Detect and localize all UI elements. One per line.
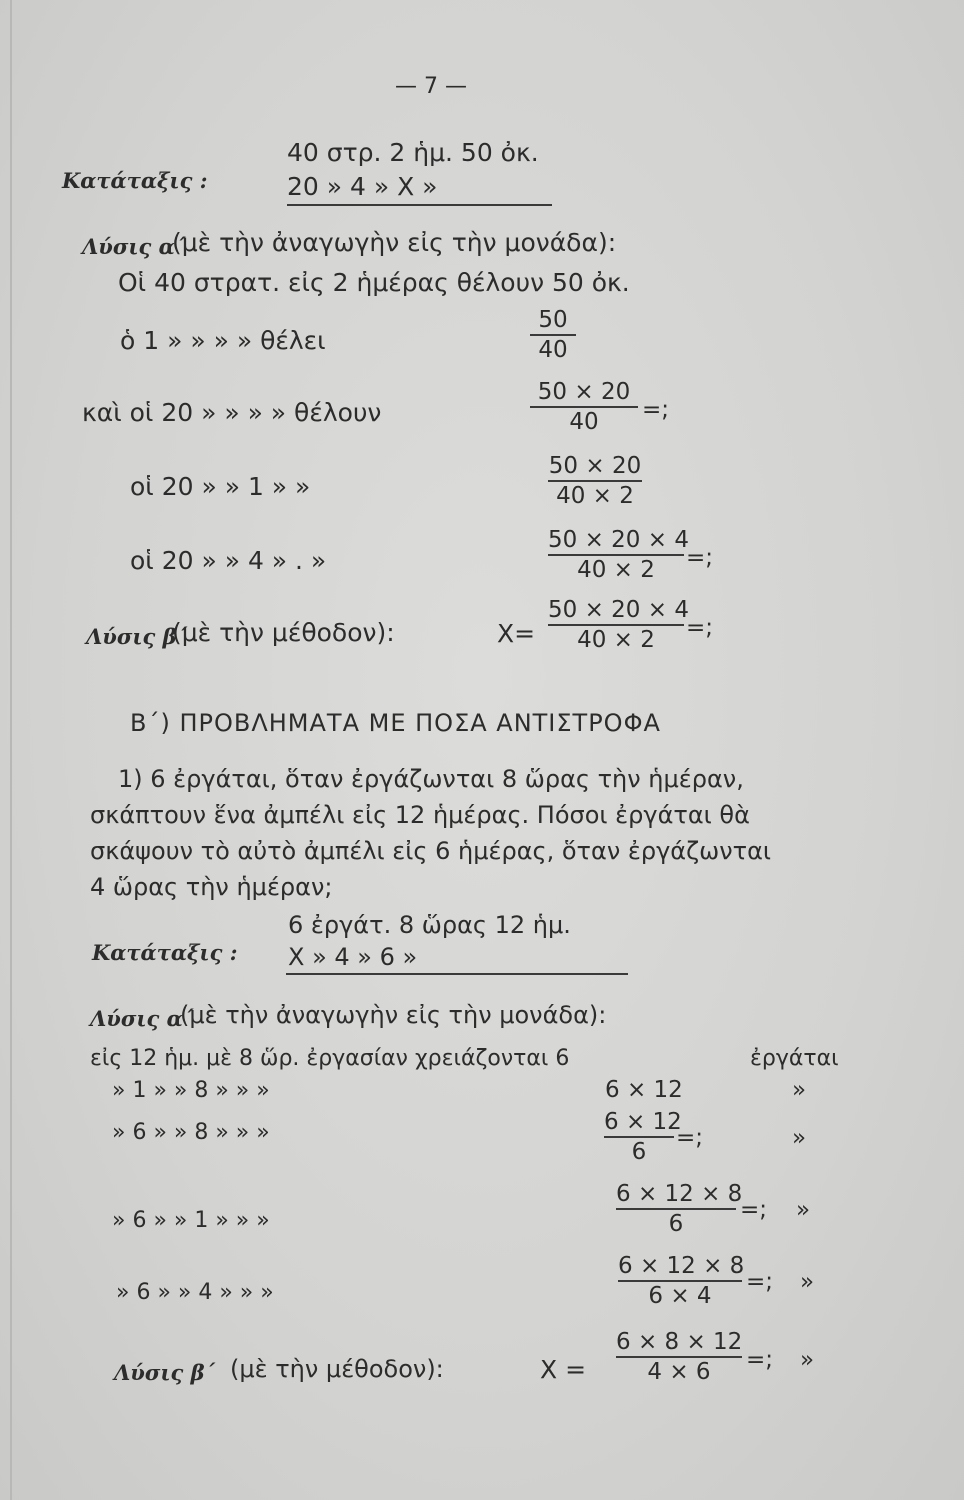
solution-b1-row2-unit: » — [792, 1077, 807, 1103]
section-b-heading: Β΄) ΠΡΟΒΛΗΜΑΤΑ ΜΕ ΠΟΣΑ ΑΝΤΙΣΤΡΟΦΑ — [130, 709, 661, 737]
denominator: 6 — [616, 1208, 736, 1238]
solution-a2-title: (μὲ τὴν μέθοδον): — [172, 618, 395, 647]
fraction-a1-line3 — [530, 378, 638, 436]
solution-a2-label: Λύσις β΄ — [86, 624, 188, 649]
denominator: 40 × 2 — [548, 480, 642, 510]
fraction-a1-line2 — [530, 306, 576, 364]
numerator: 50 × 20 × 4 — [548, 597, 689, 623]
solution-b1-title: (μὲ τὴν ἀναγωγὴν εἰς τὴν μονάδα): — [180, 1001, 607, 1029]
solution-a1-line2: ὁ 1 » » » » θέλει — [120, 326, 326, 355]
solution-b1-row4-unit: » — [796, 1197, 811, 1223]
equals-sign: =; — [740, 1197, 768, 1223]
arrangement-label-b: Κατάταξις : — [92, 940, 238, 965]
equals-sign: =; — [686, 615, 714, 641]
equals-sign: =; — [686, 545, 714, 571]
numerator: 6 × 12 — [604, 1109, 682, 1135]
arrangement-label-a: Κατάταξις : — [62, 168, 208, 193]
numerator: 50 × 20 × 4 — [548, 527, 689, 553]
fraction-b2 — [616, 1328, 742, 1386]
solution-a1-title: (μὲ τὴν ἀναγωγὴν εἰς τὴν μονάδα): — [172, 228, 617, 257]
fraction-b1-row5 — [618, 1252, 745, 1310]
numerator: 6 × 8 × 12 — [616, 1329, 743, 1355]
solution-b2-unit: » — [800, 1347, 815, 1373]
solution-b2-prefix: Χ = — [540, 1355, 587, 1384]
arrangement-a-row1: 40 στρ. 2 ἡμ. 50 ὀκ. — [287, 138, 539, 167]
arrangement-b-row1: 6 ἐργάτ. 8 ὥρας 12 ἡμ. — [288, 911, 571, 939]
arrangement-a-row2: 20 » 4 » Χ » — [287, 172, 438, 201]
denominator: 40 — [530, 406, 638, 436]
problem-line-2: σκάπτουν ἕνα ἀμπέλι εἰς 12 ἡμέρας. Πόσοι ἐργάται θὰ — [90, 801, 750, 829]
equals-sign: =; — [746, 1347, 774, 1373]
solution-b1-row4: » 6 » » 1 » » » — [112, 1208, 270, 1233]
fraction-b1-row4 — [616, 1180, 743, 1238]
equals-sign: =; — [642, 397, 670, 423]
solution-a1-line1: Οἱ 40 στρατ. εἰς 2 ἡμέρας θέλουν 50 ὀκ. — [118, 268, 630, 297]
solution-b1-row3-unit: » — [792, 1125, 807, 1151]
solution-a1-label: Λύσις α΄ — [82, 234, 186, 259]
problem-line-3: σκάψουν τὸ αὐτὸ ἀμπέλι εἰς 6 ἡμέρας, ὅταν ἐργάζωνται — [90, 837, 772, 865]
numerator: 6 × 12 × 8 — [616, 1181, 743, 1207]
page-number: — 7 — — [395, 74, 467, 99]
solution-b2-title: (μὲ τὴν μέθοδον): — [230, 1355, 444, 1383]
problem-line-1: 1) 6 ἐργάται, ὅταν ἐργάζωνται 8 ὥρας τὴν ἡμέραν, — [118, 765, 744, 793]
denominator: 6 × 4 — [618, 1280, 742, 1310]
numerator: 50 — [538, 307, 568, 333]
denominator: 40 — [530, 334, 576, 364]
fraction-a1-line4 — [548, 452, 642, 510]
denominator: 40 × 2 — [548, 624, 684, 654]
arrangement-b-rule — [286, 973, 628, 975]
equals-sign: =; — [746, 1269, 774, 1295]
solution-a1-line4: οἱ 20 » » 1 » » — [130, 472, 311, 501]
solution-a2-prefix: Χ= — [497, 619, 536, 648]
numerator: 6 × 12 × 8 — [618, 1253, 745, 1279]
problem-line-4: 4 ὥρας τὴν ἡμέραν; — [90, 873, 333, 901]
arrangement-a-rule — [287, 204, 552, 206]
page-edge — [10, 0, 12, 1500]
numerator: 50 × 20 — [548, 453, 642, 479]
solution-b2-label: Λύσις β΄ — [114, 1360, 216, 1385]
fraction-a1-line5 — [548, 526, 689, 584]
solution-b1-row5-unit: » — [800, 1269, 815, 1295]
solution-b1-row3: » 6 » » 8 » » » — [112, 1120, 270, 1145]
denominator: 40 × 2 — [548, 554, 684, 584]
solution-a1-line3: καὶ οἱ 20 » » » » θέλουν — [82, 398, 382, 427]
numerator: 50 × 20 — [537, 379, 631, 405]
solution-b1-row1-unit: ἐργάται — [750, 1046, 839, 1071]
solution-b1-row1: εἰς 12 ἡμ. μὲ 8 ὥρ. ἐργασίαν χρειάζονται 6 — [90, 1046, 570, 1071]
solution-b1-row2-value: 6 × 12 — [605, 1077, 683, 1103]
denominator: 4 × 6 — [616, 1356, 742, 1386]
solution-b1-label: Λύσις α΄ — [90, 1006, 194, 1031]
solution-b1-row2: » 1 » » 8 » » » — [112, 1078, 270, 1103]
solution-b1-row5: » 6 » » 4 » » » — [116, 1280, 274, 1305]
denominator: 6 — [604, 1136, 674, 1166]
fraction-a2 — [548, 596, 689, 654]
fraction-b1-row3 — [604, 1108, 682, 1166]
solution-a1-line5: οἱ 20 » » 4 » . » — [130, 546, 327, 575]
arrangement-b-row2: Χ » 4 » 6 » — [288, 943, 418, 971]
equals-sign: =; — [676, 1125, 704, 1151]
